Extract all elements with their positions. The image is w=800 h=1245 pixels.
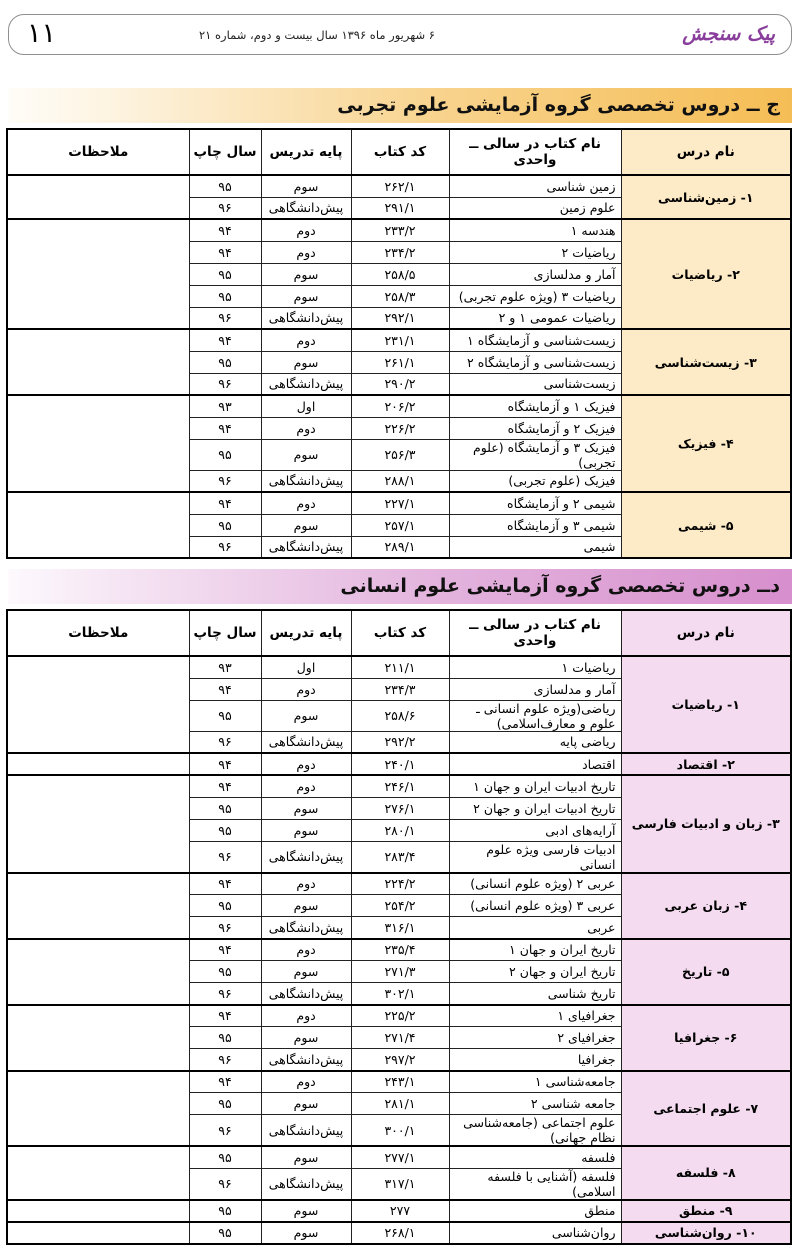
- code-cell: ۲۷۱/۳: [351, 961, 449, 983]
- grade-cell: پیش‌دانشگاهی: [261, 983, 351, 1005]
- table-row: [7, 329, 791, 351]
- book-cell: منطق: [449, 1200, 621, 1222]
- grade-cell: دوم: [261, 939, 351, 961]
- header-row: [7, 610, 791, 656]
- code-cell: ۲۵۷/۱: [351, 514, 449, 536]
- year-cell: ۹۵: [189, 895, 261, 917]
- code-cell: ۲۹۰/۲: [351, 373, 449, 395]
- code-cell: ۲۴۶/۱: [351, 775, 449, 797]
- course-group-cell: ۱- زمین‌شناسی: [621, 175, 791, 219]
- table-row: [7, 395, 791, 417]
- code-cell: ۲۳۴/۳: [351, 678, 449, 700]
- book-cell: زیست‌شناسی و آزمایشگاه ۱: [449, 329, 621, 351]
- year-cell: ۹۶: [189, 307, 261, 329]
- grade-cell: سوم: [261, 1093, 351, 1115]
- grade-cell: سوم: [261, 285, 351, 307]
- course-group-cell: ۲- اقتصاد: [621, 753, 791, 775]
- table-row: [7, 219, 791, 241]
- code-cell: ۲۸۳/۴: [351, 841, 449, 873]
- course-group-cell: ۹- منطق: [621, 1200, 791, 1222]
- col-header-code: کد کتاب: [351, 129, 449, 175]
- year-cell: ۹۵: [189, 700, 261, 731]
- experimental-table-body: [7, 175, 791, 558]
- book-cell: ریاضیات ۳ (ویژه علوم تجربی): [449, 285, 621, 307]
- col-header-grade: پایه تدریس: [261, 129, 351, 175]
- book-cell: ریاضیات ۱: [449, 656, 621, 678]
- code-cell: ۲۸۰/۱: [351, 819, 449, 841]
- year-cell: ۹۵: [189, 263, 261, 285]
- code-cell: ۲۸۹/۱: [351, 536, 449, 558]
- grade-cell: سوم: [261, 797, 351, 819]
- course-group-cell: ۱- ریاضیات: [621, 656, 791, 753]
- year-cell: ۹۵: [189, 175, 261, 197]
- year-cell: ۹۴: [189, 1071, 261, 1093]
- book-cell: آمار و مدلسازی: [449, 263, 621, 285]
- book-cell: فیزیک ۳ و آزمایشگاه (علوم تجربی): [449, 439, 621, 470]
- section-humanities: [0, 569, 800, 1245]
- col-header-course: نام درس: [621, 610, 791, 656]
- notes-cell: [7, 1005, 189, 1071]
- book-cell: روان‌شناسی: [449, 1222, 621, 1244]
- book-cell: زیست‌شناسی و آزمایشگاه ۲: [449, 351, 621, 373]
- book-cell: تاریخ ایران و جهان ۱: [449, 939, 621, 961]
- code-cell: ۲۴۳/۱: [351, 1071, 449, 1093]
- table-row: [7, 656, 791, 678]
- course-group-cell: ۱۰- روان‌شناسی: [621, 1222, 791, 1244]
- book-cell: ریاضی(ویژه علوم انسانی ـ علوم و معارف‌اسلامی): [449, 700, 621, 731]
- humanities-table-head: [7, 610, 791, 656]
- book-cell: عربی: [449, 917, 621, 939]
- grade-cell: دوم: [261, 1005, 351, 1027]
- grade-cell: پیش‌دانشگاهی: [261, 373, 351, 395]
- year-cell: ۹۶: [189, 1049, 261, 1071]
- code-cell: ۲۷۶/۱: [351, 797, 449, 819]
- code-cell: ۲۵۸/۵: [351, 263, 449, 285]
- grade-cell: سوم: [261, 819, 351, 841]
- grade-cell: سوم: [261, 961, 351, 983]
- course-group-cell: ۵- شیمی: [621, 492, 791, 558]
- year-cell: ۹۶: [189, 470, 261, 492]
- book-cell: جغرافیای ۱: [449, 1005, 621, 1027]
- year-cell: ۹۶: [189, 1115, 261, 1147]
- notes-cell: [7, 1071, 189, 1147]
- code-cell: ۲۲۷/۱: [351, 492, 449, 514]
- year-cell: ۹۵: [189, 961, 261, 983]
- notes-cell: [7, 395, 189, 492]
- grade-cell: پیش‌دانشگاهی: [261, 731, 351, 753]
- code-cell: ۲۹۲/۲: [351, 731, 449, 753]
- year-cell: ۹۵: [189, 797, 261, 819]
- year-cell: ۹۳: [189, 656, 261, 678]
- table-row: [7, 939, 791, 961]
- grade-cell: سوم: [261, 895, 351, 917]
- section-title-humanities: دــ دروس تخصصی گروه آزمایشی علوم انسانی: [8, 569, 792, 604]
- book-cell: هندسه ۱: [449, 219, 621, 241]
- code-cell: ۲۴۰/۱: [351, 753, 449, 775]
- grade-cell: سوم: [261, 1222, 351, 1244]
- grade-cell: دوم: [261, 219, 351, 241]
- year-cell: ۹۴: [189, 939, 261, 961]
- code-cell: ۲۲۶/۲: [351, 417, 449, 439]
- book-cell: تاریخ ادبیات ایران و جهان ۱: [449, 775, 621, 797]
- year-cell: ۹۶: [189, 536, 261, 558]
- page-header: [8, 14, 792, 55]
- book-cell: فلسفه: [449, 1146, 621, 1168]
- year-cell: ۹۵: [189, 514, 261, 536]
- year-cell: ۹۴: [189, 492, 261, 514]
- table-row: [7, 873, 791, 895]
- book-cell: فیزیک (علوم تجربی): [449, 470, 621, 492]
- col-header-notes: ملاحظات: [7, 129, 189, 175]
- year-cell: ۹۴: [189, 1005, 261, 1027]
- book-cell: علوم اجتماعی (جامعه‌شناسی نظام جهانی): [449, 1115, 621, 1147]
- grade-cell: پیش‌دانشگاهی: [261, 917, 351, 939]
- header-row: [7, 129, 791, 175]
- table-row: [7, 753, 791, 775]
- book-cell: جامعه شناسی ۲: [449, 1093, 621, 1115]
- col-header-course: نام درس: [621, 129, 791, 175]
- grade-cell: سوم: [261, 175, 351, 197]
- notes-cell: [7, 492, 189, 558]
- col-header-grade: پایه تدریس: [261, 610, 351, 656]
- experimental-books-table: [6, 128, 792, 559]
- grade-cell: دوم: [261, 1071, 351, 1093]
- book-cell: عربی ۲ (ویژه علوم انسانی): [449, 873, 621, 895]
- code-cell: ۲۷۷/۱: [351, 1146, 449, 1168]
- grade-cell: دوم: [261, 873, 351, 895]
- course-group-cell: ۳- زیست‌شناسی: [621, 329, 791, 395]
- year-cell: ۹۵: [189, 1093, 261, 1115]
- book-cell: شیمی ۲ و آزمایشگاه: [449, 492, 621, 514]
- book-cell: فیزیک ۱ و آزمایشگاه: [449, 395, 621, 417]
- notes-cell: [7, 1200, 189, 1222]
- notes-cell: [7, 939, 189, 1005]
- peyk-sanjesh-logo: پیک سنجش: [682, 23, 775, 45]
- code-cell: ۲۵۸/۶: [351, 700, 449, 731]
- grade-cell: دوم: [261, 492, 351, 514]
- year-cell: ۹۶: [189, 983, 261, 1005]
- section-title-experimental: ج ــ دروس تخصصی گروه آزمایشی علوم تجربی: [8, 88, 792, 123]
- year-cell: ۹۵: [189, 1200, 261, 1222]
- book-cell: آمار و مدلسازی: [449, 678, 621, 700]
- notes-cell: [7, 329, 189, 395]
- course-group-cell: ۴- فیزیک: [621, 395, 791, 492]
- notes-cell: [7, 1222, 189, 1244]
- table-row: [7, 492, 791, 514]
- grade-cell: دوم: [261, 417, 351, 439]
- notes-cell: [7, 656, 189, 753]
- code-cell: ۲۵۸/۳: [351, 285, 449, 307]
- table-row: [7, 175, 791, 197]
- year-cell: ۹۴: [189, 775, 261, 797]
- code-cell: ۳۰۰/۱: [351, 1115, 449, 1147]
- grade-cell: پیش‌دانشگاهی: [261, 536, 351, 558]
- year-cell: ۹۵: [189, 1146, 261, 1168]
- course-group-cell: ۷- علوم اجتماعی: [621, 1071, 791, 1147]
- grade-cell: سوم: [261, 1027, 351, 1049]
- code-cell: ۲۶۱/۱: [351, 351, 449, 373]
- year-cell: ۹۵: [189, 439, 261, 470]
- code-cell: ۲۹۷/۲: [351, 1049, 449, 1071]
- book-cell: تاریخ شناسی: [449, 983, 621, 1005]
- grade-cell: پیش‌دانشگاهی: [261, 1049, 351, 1071]
- col-header-book: نام کتاب در سالی ــ واحدی: [449, 610, 621, 656]
- book-cell: ریاضیات ۲: [449, 241, 621, 263]
- table-row: [7, 1146, 791, 1168]
- code-cell: ۲۳۴/۲: [351, 241, 449, 263]
- table-row: [7, 775, 791, 797]
- page-number: ۱۱: [27, 18, 57, 49]
- code-cell: ۳۱۷/۱: [351, 1168, 449, 1200]
- year-cell: ۹۶: [189, 1168, 261, 1200]
- year-cell: ۹۵: [189, 285, 261, 307]
- grade-cell: سوم: [261, 439, 351, 470]
- grade-cell: پیش‌دانشگاهی: [261, 1115, 351, 1147]
- code-cell: ۲۵۴/۲: [351, 895, 449, 917]
- book-cell: علوم زمین: [449, 197, 621, 219]
- code-cell: ۲۳۱/۱: [351, 329, 449, 351]
- year-cell: ۹۴: [189, 873, 261, 895]
- year-cell: ۹۵: [189, 1027, 261, 1049]
- year-cell: ۹۴: [189, 678, 261, 700]
- course-group-cell: ۴- زبان عربی: [621, 873, 791, 939]
- grade-cell: دوم: [261, 329, 351, 351]
- book-cell: زیست‌شناسی: [449, 373, 621, 395]
- grade-cell: پیش‌دانشگاهی: [261, 197, 351, 219]
- book-cell: عربی ۳ (ویژه علوم انسانی): [449, 895, 621, 917]
- grade-cell: پیش‌دانشگاهی: [261, 470, 351, 492]
- code-cell: ۲۸۸/۱: [351, 470, 449, 492]
- notes-cell: [7, 175, 189, 219]
- book-cell: ریاضی پایه: [449, 731, 621, 753]
- code-cell: ۲۷۷: [351, 1200, 449, 1222]
- year-cell: ۹۵: [189, 351, 261, 373]
- grade-cell: پیش‌دانشگاهی: [261, 841, 351, 873]
- year-cell: ۹۶: [189, 373, 261, 395]
- table-row: [7, 1222, 791, 1244]
- grade-cell: پیش‌دانشگاهی: [261, 1168, 351, 1200]
- code-cell: ۲۶۸/۱: [351, 1222, 449, 1244]
- code-cell: ۲۰۶/۲: [351, 395, 449, 417]
- notes-cell: [7, 1146, 189, 1200]
- book-cell: شیمی: [449, 536, 621, 558]
- book-cell: جامعه‌شناسی ۱: [449, 1071, 621, 1093]
- year-cell: ۹۴: [189, 241, 261, 263]
- year-cell: ۹۶: [189, 917, 261, 939]
- notes-cell: [7, 753, 189, 775]
- grade-cell: سوم: [261, 700, 351, 731]
- col-header-year: سال چاپ: [189, 610, 261, 656]
- code-cell: ۲۳۳/۲: [351, 219, 449, 241]
- book-cell: آرایه‌های ادبی: [449, 819, 621, 841]
- code-cell: ۲۹۲/۱: [351, 307, 449, 329]
- course-group-cell: ۲- ریاضیات: [621, 219, 791, 329]
- year-cell: ۹۵: [189, 819, 261, 841]
- book-cell: جغرافیای ۲: [449, 1027, 621, 1049]
- grade-cell: دوم: [261, 775, 351, 797]
- table-row: [7, 1200, 791, 1222]
- notes-cell: [7, 775, 189, 873]
- course-group-cell: ۶- جغرافیا: [621, 1005, 791, 1071]
- table-row: [7, 1071, 791, 1093]
- year-cell: ۹۴: [189, 753, 261, 775]
- book-cell: فلسفه (آشنایی با فلسفه اسلامی): [449, 1168, 621, 1200]
- grade-cell: سوم: [261, 514, 351, 536]
- code-cell: ۲۷۱/۴: [351, 1027, 449, 1049]
- code-cell: ۲۶۲/۱: [351, 175, 449, 197]
- course-group-cell: ۸- فلسفه: [621, 1146, 791, 1200]
- experimental-table-head: [7, 129, 791, 175]
- col-header-year: سال چاپ: [189, 129, 261, 175]
- book-cell: زمین شناسی: [449, 175, 621, 197]
- grade-cell: دوم: [261, 678, 351, 700]
- grade-cell: سوم: [261, 263, 351, 285]
- col-header-code: کد کتاب: [351, 610, 449, 656]
- book-cell: ریاضیات عمومی ۱ و ۲: [449, 307, 621, 329]
- code-cell: ۲۸۱/۱: [351, 1093, 449, 1115]
- year-cell: ۹۴: [189, 219, 261, 241]
- code-cell: ۳۰۲/۱: [351, 983, 449, 1005]
- year-cell: ۹۳: [189, 395, 261, 417]
- book-cell: شیمی ۳ و آزمایشگاه: [449, 514, 621, 536]
- book-cell: تاریخ ایران و جهان ۲: [449, 961, 621, 983]
- col-header-notes: ملاحظات: [7, 610, 189, 656]
- book-cell: تاریخ ادبیات ایران و جهان ۲: [449, 797, 621, 819]
- col-header-book: نام کتاب در سالی ــ واحدی: [449, 129, 621, 175]
- code-cell: ۲۱۱/۱: [351, 656, 449, 678]
- book-cell: فیزیک ۲ و آزمایشگاه: [449, 417, 621, 439]
- grade-cell: اول: [261, 395, 351, 417]
- grade-cell: سوم: [261, 1146, 351, 1168]
- table-row: [7, 1005, 791, 1027]
- notes-cell: [7, 219, 189, 329]
- code-cell: ۲۲۴/۲: [351, 873, 449, 895]
- course-group-cell: ۳- زبان و ادبیات فارسی: [621, 775, 791, 873]
- year-cell: ۹۶: [189, 731, 261, 753]
- year-cell: ۹۶: [189, 197, 261, 219]
- book-cell: جغرافیا: [449, 1049, 621, 1071]
- code-cell: ۲۲۵/۲: [351, 1005, 449, 1027]
- year-cell: ۹۴: [189, 417, 261, 439]
- year-cell: ۹۴: [189, 329, 261, 351]
- course-group-cell: ۵- تاریخ: [621, 939, 791, 1005]
- grade-cell: سوم: [261, 1200, 351, 1222]
- section-experimental: [0, 88, 800, 559]
- grade-cell: دوم: [261, 241, 351, 263]
- humanities-table-body: [7, 656, 791, 1244]
- notes-cell: [7, 873, 189, 939]
- code-cell: ۳۱۶/۱: [351, 917, 449, 939]
- book-cell: اقتصاد: [449, 753, 621, 775]
- year-cell: ۹۶: [189, 841, 261, 873]
- humanities-books-table: [6, 609, 792, 1245]
- book-cell: ادبیات فارسی ویژه علوم انسانی: [449, 841, 621, 873]
- code-cell: ۲۳۵/۴: [351, 939, 449, 961]
- grade-cell: سوم: [261, 351, 351, 373]
- issue-info: ۶ شهریور ماه ۱۳۹۶ سال بیست و دوم، شماره ۲۱: [199, 28, 435, 42]
- grade-cell: دوم: [261, 753, 351, 775]
- code-cell: ۲۹۱/۱: [351, 197, 449, 219]
- code-cell: ۲۵۶/۳: [351, 439, 449, 470]
- grade-cell: اول: [261, 656, 351, 678]
- year-cell: ۹۵: [189, 1222, 261, 1244]
- grade-cell: پیش‌دانشگاهی: [261, 307, 351, 329]
